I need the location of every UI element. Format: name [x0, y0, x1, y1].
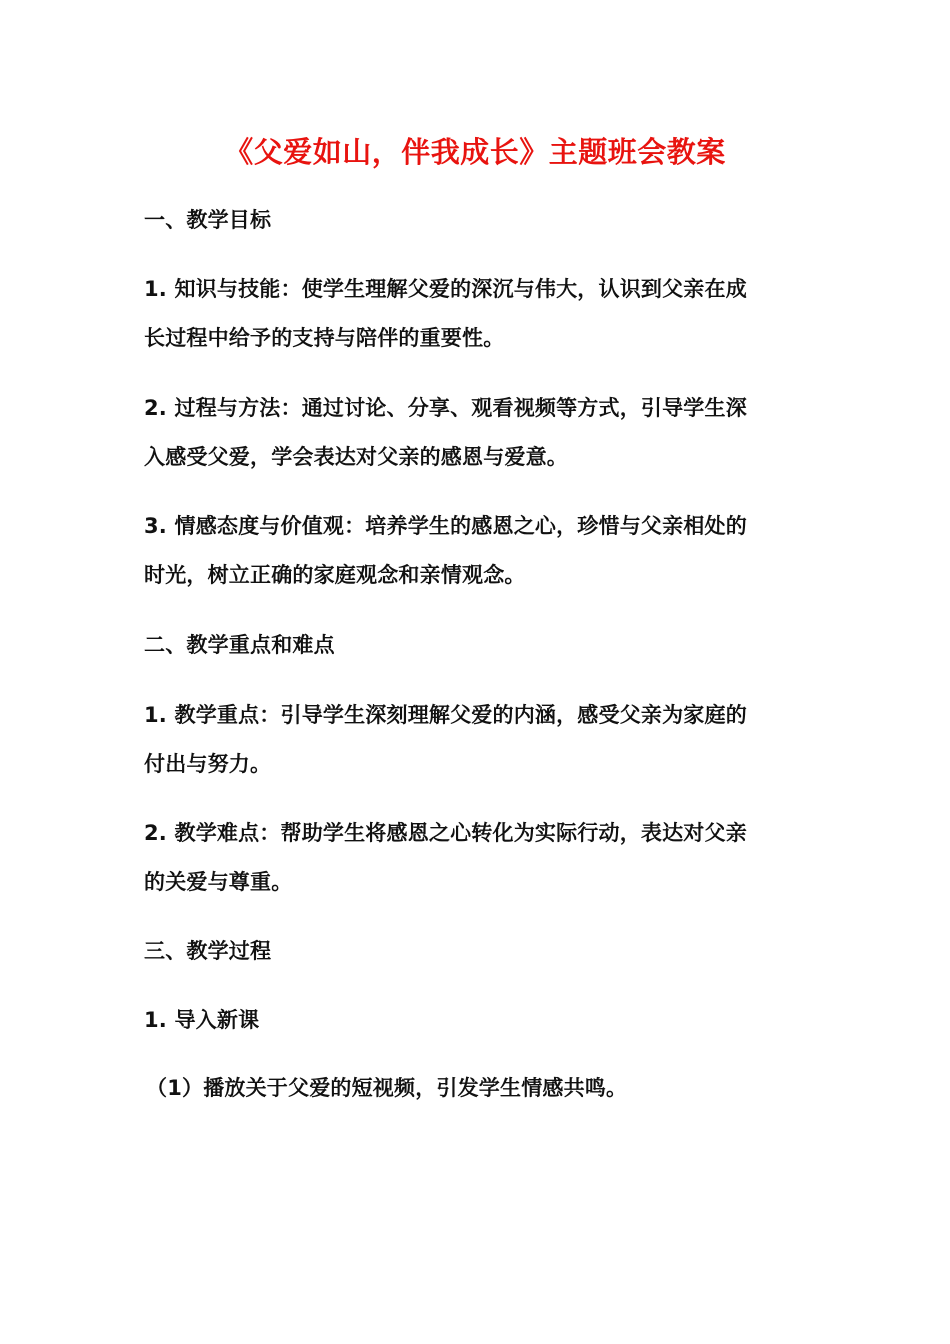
goal-item-process-line2: 入感受父爱，学会表达对父亲的感恩与爱意。 — [144, 445, 568, 469]
intro-step-1: （1）播放关于父爱的短视频，引发学生情感共鸣。 — [146, 1076, 628, 1100]
difficulty-item-line1: 2. 教学难点：帮助学生将感恩之心转化为实际行动，表达对父亲 — [144, 821, 747, 845]
goal-item-knowledge-line2: 长过程中给予的支持与陪伴的重要性。 — [144, 326, 505, 350]
difficulty-item — [144, 809, 812, 907]
key-point-item-line2: 付出与努力。 — [144, 752, 272, 776]
difficulty-item-line2: 的关爱与尊重。 — [144, 870, 293, 894]
goal-item-process — [144, 384, 812, 482]
key-point-item-line1: 1. 教学重点：引导学生深刻理解父爱的内涵，感受父亲为家庭的 — [144, 703, 747, 727]
subsection-heading-intro: 1. 导入新课 — [144, 1008, 260, 1032]
goal-item-values-line1: 3. 情感态度与价值观：培养学生的感恩之心，珍惜与父亲相处的 — [144, 514, 747, 538]
goal-item-knowledge — [144, 265, 812, 363]
goal-item-values — [144, 502, 812, 600]
section-heading-goals: 一、教学目标 — [144, 208, 272, 232]
key-point-item — [144, 691, 812, 789]
goal-item-knowledge-line1: 1. 知识与技能：使学生理解父爱的深沉与伟大，认识到父亲在成 — [144, 277, 747, 301]
section-heading-process: 三、教学过程 — [144, 939, 272, 963]
goal-item-values-line2: 时光，树立正确的家庭观念和亲情观念。 — [144, 563, 526, 587]
document-title: 《父爱如山，伴我成长》主题班会教案 — [224, 135, 726, 169]
goal-item-process-line1: 2. 过程与方法：通过讨论、分享、观看视频等方式，引导学生深 — [144, 396, 747, 420]
section-heading-key-points: 二、教学重点和难点 — [144, 633, 335, 657]
